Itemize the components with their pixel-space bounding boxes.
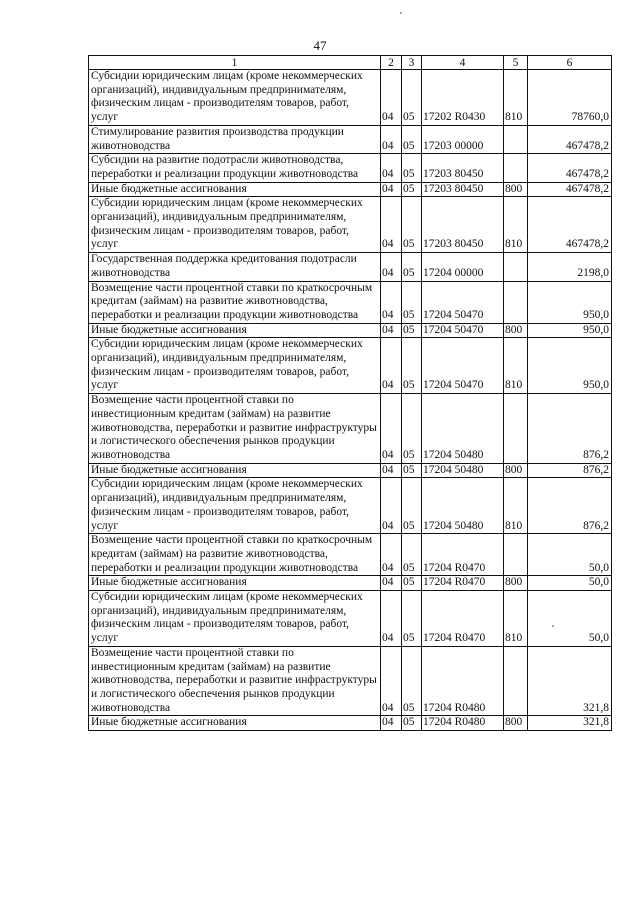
- section-code-cell: 04: [381, 394, 402, 464]
- target-code-cell: 17203 80450: [422, 182, 504, 197]
- amount-cell: 876,2: [528, 463, 612, 478]
- item-name-cell: Иные бюджетные ассигнования: [89, 576, 381, 591]
- header-col-3: 3: [402, 56, 422, 70]
- budget-table: [88, 55, 612, 731]
- amount-cell: 876,2: [528, 478, 612, 534]
- amount-cell: 950,0: [528, 338, 612, 394]
- expense-type-code-cell: 810: [504, 70, 528, 126]
- target-code-cell: 17203 00000: [422, 125, 504, 153]
- item-name-cell: Субсидии юридическим лицам (кроме некоммерческих организаций), индивидуальным предпринимателям, физическим лицам - производителям товаров, работ, услуг: [89, 70, 381, 126]
- item-name-cell: Иные бюджетные ассигнования: [89, 323, 381, 338]
- target-code-cell: 17204 50480: [422, 463, 504, 478]
- item-name-cell: Возмещение части процентной ставки по краткосрочным кредитам (займам) на развитие животноводства, переработки и реализации продукции животноводства: [89, 534, 381, 576]
- expense-type-code-cell: [504, 646, 528, 716]
- subsection-code-cell: 05: [402, 534, 422, 576]
- subsection-code-cell: 05: [402, 463, 422, 478]
- target-code-cell: 17204 50470: [422, 338, 504, 394]
- section-code-cell: 04: [381, 478, 402, 534]
- table-row: [89, 463, 612, 478]
- target-code-cell: 17204 R0470: [422, 534, 504, 576]
- table-row: [89, 338, 612, 394]
- amount-cell: 467478,2: [528, 197, 612, 253]
- section-code-cell: 04: [381, 534, 402, 576]
- expense-type-code-cell: 800: [504, 323, 528, 338]
- page-number: 47: [313, 38, 327, 53]
- table-row: [89, 716, 612, 731]
- section-code-cell: 04: [381, 154, 402, 182]
- section-code-cell: 04: [381, 338, 402, 394]
- table-row: [89, 253, 612, 281]
- target-code-cell: 17203 80450: [422, 154, 504, 182]
- scan-speck: [552, 625, 554, 627]
- subsection-code-cell: 05: [402, 576, 422, 591]
- expense-type-code-cell: 810: [504, 338, 528, 394]
- section-code-cell: 04: [381, 716, 402, 731]
- table-body: [89, 70, 612, 731]
- section-code-cell: 04: [381, 646, 402, 716]
- item-name-cell: Возмещение части процентной ставки по инвестиционным кредитам (займам) на развитие животноводства, переработки и развитие инфраструктуры и логистического обеспечения рынков продукции животноводства: [89, 646, 381, 716]
- expense-type-code-cell: [504, 253, 528, 281]
- item-name-cell: Субсидии юридическим лицам (кроме некоммерческих организаций), индивидуальным предпринимателям, физическим лицам - производителям товаров, работ, услуг: [89, 591, 381, 647]
- item-name-cell: Субсидии на развитие подотрасли животноводства, переработки и реализации продукции животноводства: [89, 154, 381, 182]
- expense-type-code-cell: 810: [504, 591, 528, 647]
- header-col-1: 1: [89, 56, 381, 70]
- table-row: [89, 394, 612, 464]
- expense-type-code-cell: [504, 534, 528, 576]
- table-row: [89, 197, 612, 253]
- item-name-cell: Иные бюджетные ассигнования: [89, 182, 381, 197]
- scan-speck: [400, 12, 402, 14]
- header-col-6: 6: [528, 56, 612, 70]
- item-name-cell: Иные бюджетные ассигнования: [89, 463, 381, 478]
- table-row: [89, 323, 612, 338]
- amount-cell: 467478,2: [528, 125, 612, 153]
- subsection-code-cell: 05: [402, 182, 422, 197]
- expense-type-code-cell: [504, 154, 528, 182]
- subsection-code-cell: 05: [402, 70, 422, 126]
- section-code-cell: 04: [381, 323, 402, 338]
- subsection-code-cell: 05: [402, 591, 422, 647]
- item-name-cell: Субсидии юридическим лицам (кроме некоммерческих организаций), индивидуальным предпринимателям, физическим лицам - производителям товаров, работ, услуг: [89, 197, 381, 253]
- section-code-cell: 04: [381, 281, 402, 323]
- expense-type-code-cell: 810: [504, 197, 528, 253]
- subsection-code-cell: 05: [402, 394, 422, 464]
- amount-cell: 321,8: [528, 646, 612, 716]
- table-row: [89, 154, 612, 182]
- section-code-cell: 04: [381, 576, 402, 591]
- table-row: [89, 534, 612, 576]
- item-name-cell: Государственная поддержка кредитования подотрасли животноводства: [89, 253, 381, 281]
- header-col-4: 4: [422, 56, 504, 70]
- expense-type-code-cell: [504, 125, 528, 153]
- item-name-cell: Возмещение части процентной ставки по инвестиционным кредитам (займам) на развитие животноводства, переработки и развитие инфраструктуры и логистического обеспечения рынков продукции животноводства: [89, 394, 381, 464]
- section-code-cell: 04: [381, 70, 402, 126]
- section-code-cell: 04: [381, 463, 402, 478]
- amount-cell: 321,8: [528, 716, 612, 731]
- section-code-cell: 04: [381, 197, 402, 253]
- target-code-cell: 17204 50480: [422, 478, 504, 534]
- amount-cell: 50,0: [528, 534, 612, 576]
- subsection-code-cell: 05: [402, 646, 422, 716]
- table-row: [89, 281, 612, 323]
- amount-cell: 50,0: [528, 576, 612, 591]
- table-row: [89, 576, 612, 591]
- expense-type-code-cell: 800: [504, 182, 528, 197]
- amount-cell: 876,2: [528, 394, 612, 464]
- expense-type-code-cell: 810: [504, 478, 528, 534]
- amount-cell: 467478,2: [528, 154, 612, 182]
- table-row: [89, 182, 612, 197]
- header-col-5: 5: [504, 56, 528, 70]
- header-row: [89, 56, 612, 70]
- subsection-code-cell: 05: [402, 281, 422, 323]
- target-code-cell: 17204 50480: [422, 394, 504, 464]
- table-row: [89, 646, 612, 716]
- subsection-code-cell: 05: [402, 253, 422, 281]
- amount-cell: 2198,0: [528, 253, 612, 281]
- amount-cell: 950,0: [528, 281, 612, 323]
- subsection-code-cell: 05: [402, 154, 422, 182]
- table-row: [89, 70, 612, 126]
- target-code-cell: 17204 50470: [422, 323, 504, 338]
- item-name-cell: Возмещение части процентной ставки по краткосрочным кредитам (займам) на развитие животноводства, переработки и реализации продукции животноводства: [89, 281, 381, 323]
- target-code-cell: 17203 80450: [422, 197, 504, 253]
- target-code-cell: 17204 00000: [422, 253, 504, 281]
- table-row: [89, 125, 612, 153]
- subsection-code-cell: 05: [402, 323, 422, 338]
- table-row: [89, 478, 612, 534]
- section-code-cell: 04: [381, 253, 402, 281]
- expense-type-code-cell: 800: [504, 716, 528, 731]
- amount-cell: 467478,2: [528, 182, 612, 197]
- item-name-cell: Иные бюджетные ассигнования: [89, 716, 381, 731]
- subsection-code-cell: 05: [402, 478, 422, 534]
- item-name-cell: Стимулирование развития производства продукции животноводства: [89, 125, 381, 153]
- expense-type-code-cell: 800: [504, 576, 528, 591]
- item-name-cell: Субсидии юридическим лицам (кроме некоммерческих организаций), индивидуальным предпринимателям, физическим лицам - производителям товаров, работ, услуг: [89, 338, 381, 394]
- amount-cell: 950,0: [528, 323, 612, 338]
- target-code-cell: 17202 R0430: [422, 70, 504, 126]
- target-code-cell: 17204 R0480: [422, 716, 504, 731]
- section-code-cell: 04: [381, 182, 402, 197]
- target-code-cell: 17204 R0470: [422, 576, 504, 591]
- subsection-code-cell: 05: [402, 197, 422, 253]
- amount-cell: 78760,0: [528, 70, 612, 126]
- header-col-2: 2: [381, 56, 402, 70]
- target-code-cell: 17204 R0470: [422, 591, 504, 647]
- table-row: [89, 591, 612, 647]
- section-code-cell: 04: [381, 125, 402, 153]
- section-code-cell: 04: [381, 591, 402, 647]
- target-code-cell: 17204 50470: [422, 281, 504, 323]
- expense-type-code-cell: [504, 281, 528, 323]
- expense-type-code-cell: 800: [504, 463, 528, 478]
- target-code-cell: 17204 R0480: [422, 646, 504, 716]
- subsection-code-cell: 05: [402, 125, 422, 153]
- subsection-code-cell: 05: [402, 716, 422, 731]
- expense-type-code-cell: [504, 394, 528, 464]
- subsection-code-cell: 05: [402, 338, 422, 394]
- item-name-cell: Субсидии юридическим лицам (кроме некоммерческих организаций), индивидуальным предпринимателям, физическим лицам - производителям товаров, работ, услуг: [89, 478, 381, 534]
- amount-cell: 50,0: [528, 591, 612, 647]
